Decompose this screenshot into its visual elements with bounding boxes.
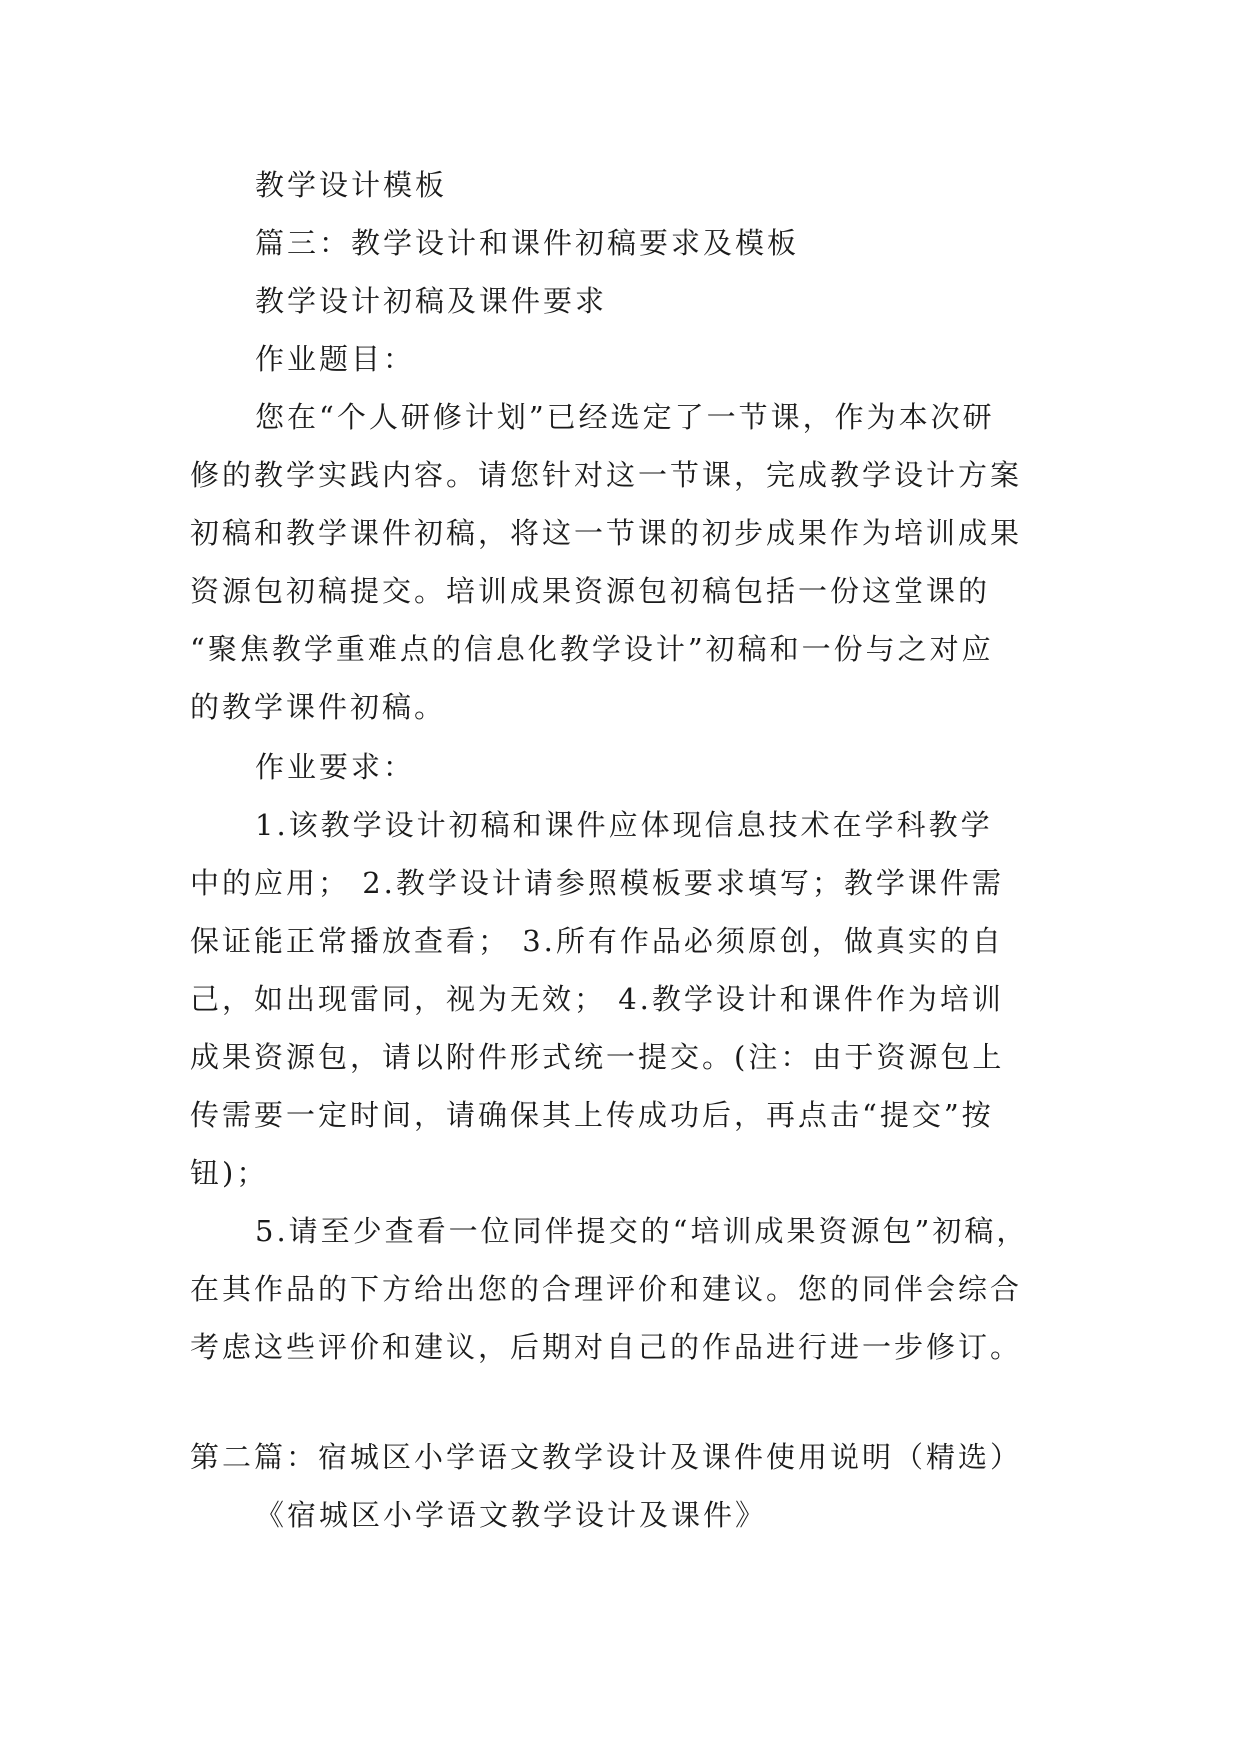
requirement-line: 钮)； xyxy=(190,1156,269,1190)
assignment-title-label: 作业题目： xyxy=(255,342,416,376)
assignment-body-line: 您在“个人研修计划”已经选定了一节课，作为本次研 xyxy=(255,400,995,434)
section-two-title: 第二篇：宿城区小学语文教学设计及课件使用说明（精选） xyxy=(190,1440,1023,1474)
requirement-five-line: 5.请至少查看一位同伴提交的“培训成果资源包”初稿， xyxy=(255,1214,1029,1248)
requirement-line: 传需要一定时间，请确保其上传成功后，再点击“提交”按 xyxy=(190,1098,994,1132)
heading-requirements: 教学设计初稿及课件要求 xyxy=(255,284,608,318)
requirement-line: 保证能正常播放查看； 3.所有作品必须原创，做真实的自 xyxy=(190,924,1004,958)
section-two-subtitle: 《宿城区小学语文教学设计及课件》 xyxy=(255,1498,768,1532)
requirement-five-line: 考虑这些评价和建议，后期对自己的作品进行进一步修订。 xyxy=(190,1330,1023,1364)
assignment-body-line: 的教学课件初稿。 xyxy=(190,690,447,724)
requirement-five-line: 在其作品的下方给出您的合理评价和建议。您的同伴会综合 xyxy=(190,1272,1023,1306)
requirement-line: 成果资源包，请以附件形式统一提交。(注：由于资源包上 xyxy=(190,1040,1005,1074)
requirement-line: 己，如出现雷同，视为无效； 4.教学设计和课件作为培训 xyxy=(190,982,1004,1016)
assignment-body-line: 初稿和教学课件初稿，将这一节课的初步成果作为培训成果 xyxy=(190,516,1023,550)
requirement-line: 中的应用； 2.教学设计请参照模板要求填写；教学课件需 xyxy=(190,866,1004,900)
heading-part-three: 篇三：教学设计和课件初稿要求及模板 xyxy=(255,226,800,260)
assignment-body-line: 资源包初稿提交。培训成果资源包初稿包括一份这堂课的 xyxy=(190,574,991,608)
assignment-body-line: “聚焦教学重难点的信息化教学设计”初稿和一份与之对应 xyxy=(190,632,994,666)
requirements-label: 作业要求： xyxy=(255,750,416,784)
heading-template: 教学设计模板 xyxy=(255,168,448,202)
assignment-body-line: 修的教学实践内容。请您针对这一节课，完成教学设计方案 xyxy=(190,458,1023,492)
requirement-line: 1.该教学设计初稿和课件应体现信息技术在学科教学 xyxy=(255,808,993,842)
